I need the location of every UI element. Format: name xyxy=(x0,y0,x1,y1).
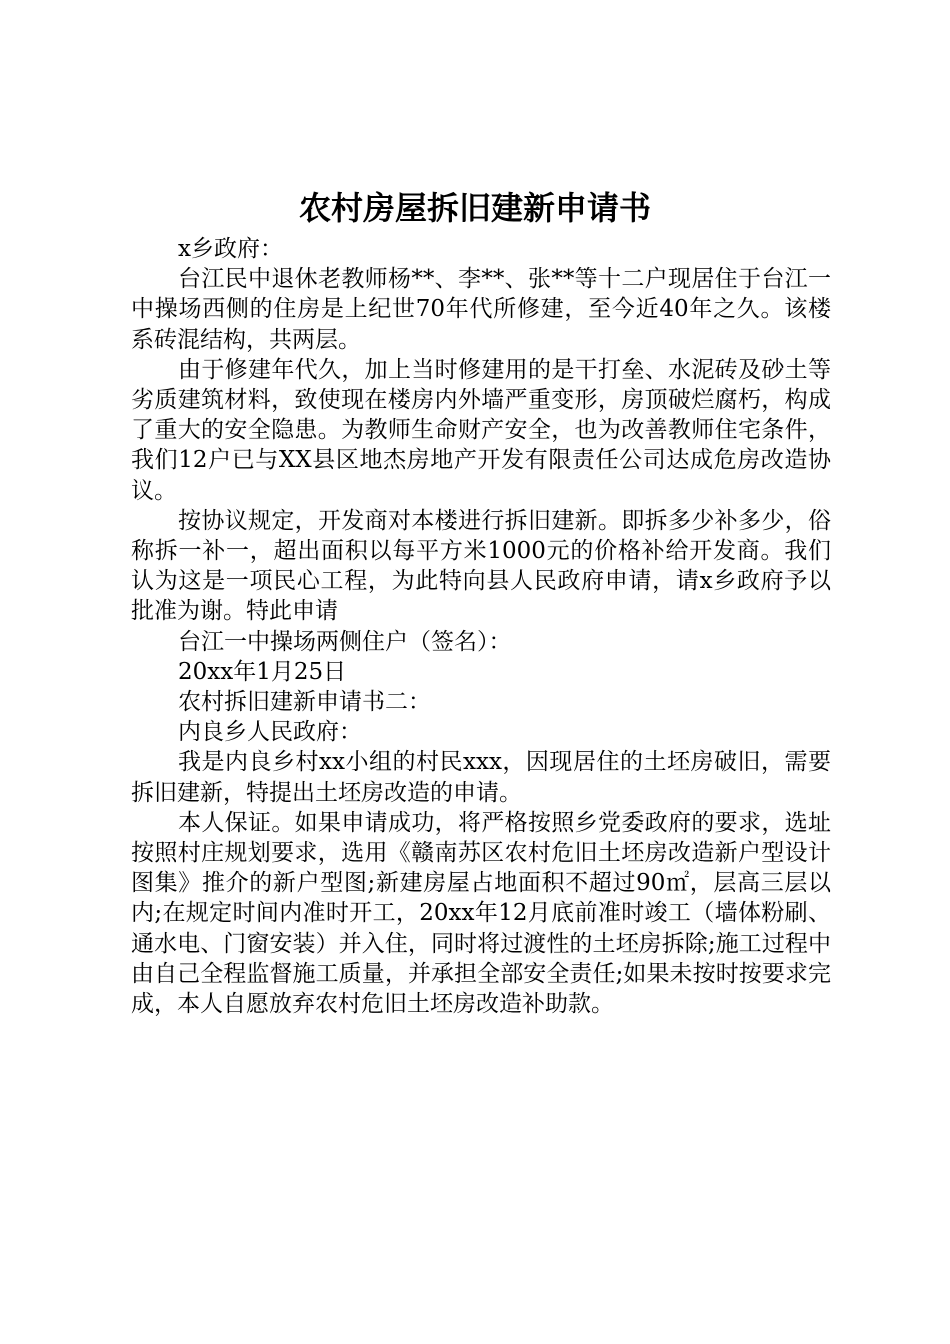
body-paragraph: 由于修建年代久，加上当时修建用的是干打垒、水泥砖及砂土等劣质建筑材料，致使现在楼房内外墙严重变形，房顶破烂腐朽，构成了重大的安全隐患。为教师生命财产安全，也为改善教师住宅条件，我们12户已与XX县区地杰房地产开发有限责任公司达成危房改造协议。 xyxy=(131,356,831,504)
document-body xyxy=(131,234,831,1019)
body-paragraph: 本人保证。如果申请成功，将严格按照乡党委政府的要求，选址按照村庄规划要求，选用《赣南苏区农村危旧土坯房改造新户型设计图集》推介的新户型图;新建房屋占地面积不超过90㎡，层高三层以内;在规定时间内准时开工，20xx年12月底前准时竣工（墙体粉刷、通水电、门窗安装）并入住，同时将过渡性的土坯房拆除;施工过程中由自己全程监督施工质量，并承担全部安全责任;如果未按时按要求完成，本人自愿放弃农村危旧土坯房改造补助款。 xyxy=(131,809,831,1018)
document-title: 农村房屋拆旧建新申请书 xyxy=(298,189,651,227)
body-paragraph: 我是内良乡村xx小组的村民xxx，因现居住的土坯房破旧，需要拆旧建新，特提出土坯房改造的申请。 xyxy=(131,749,831,806)
salutation-paragraph: 内良乡人民政府： xyxy=(178,719,362,746)
signature-line: 台江一中操场两侧住户（签名）： xyxy=(178,628,512,655)
body-paragraph: 台江民中退休老教师杨**、李**、张**等十二户现居住于台江一中操场西侧的住房是上纪世70年代所修建，至今近40年之久。该楼系砖混结构，共两层。 xyxy=(131,266,831,353)
section-heading: 农村拆旧建新申请书二： xyxy=(178,689,431,716)
date-line: 20xx年1月25日 xyxy=(178,658,347,685)
body-paragraph: 按协议规定，开发商对本楼进行拆旧建新。即拆多少补多少，俗称拆一补一，超出面积以每平方米1000元的价格补给开发商。我们认为这是一项民心工程，为此特向县人民政府申请，请x乡政府予以批准为谢。特此申请 xyxy=(131,507,831,625)
salutation-paragraph: x乡政府： xyxy=(178,236,283,262)
